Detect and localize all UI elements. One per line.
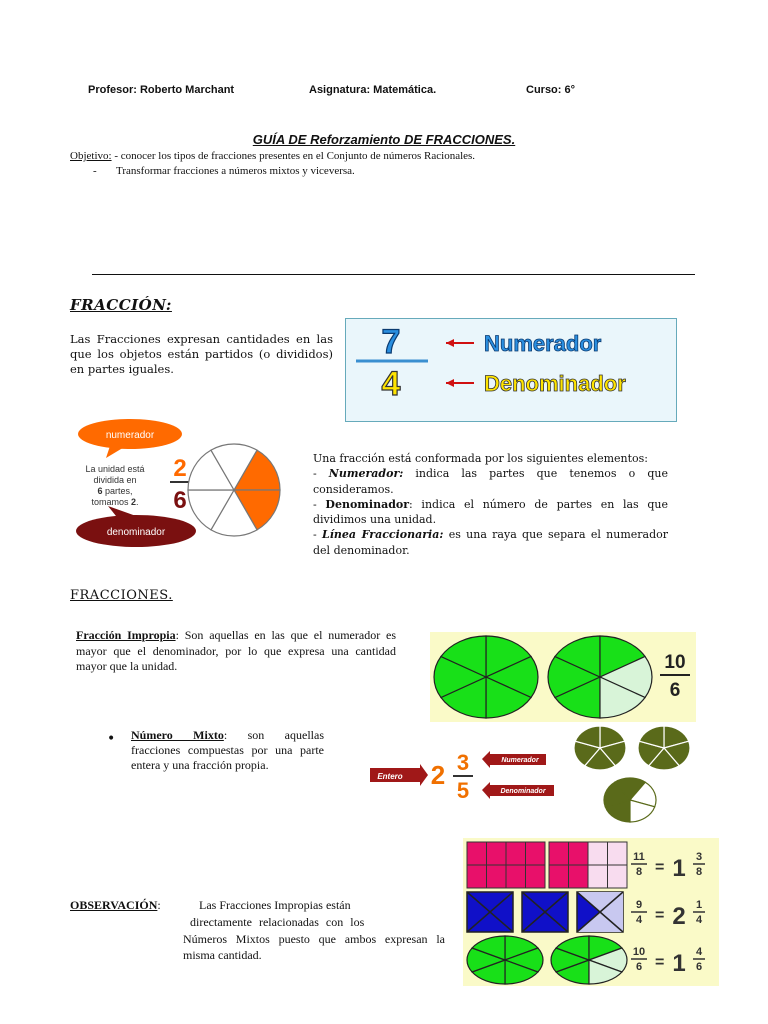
obs-r1-whole: 1 (672, 855, 686, 882)
subject-label: Asignatura: Matemática. (309, 84, 437, 96)
observacion-text1: Las Fracciones Impropias están (199, 898, 351, 912)
obs-r2-num: 9 (635, 899, 643, 911)
diagram-denominator-label: Denominador (484, 371, 626, 396)
impropia-den: 6 (669, 680, 681, 701)
impropia-pie-partial (548, 636, 652, 718)
obs-r3-den: 6 (635, 961, 643, 973)
obs-r2-eq: = (655, 907, 665, 924)
impropia-pie-full (434, 636, 538, 718)
obs-r3-fden: 6 (695, 961, 703, 973)
mixto-label: Número Mixto (131, 728, 224, 742)
teacher-label: Profesor: Roberto Marchant (88, 84, 235, 96)
obs-r3-num: 10 (632, 946, 646, 958)
fraction-parts-diagram (345, 318, 677, 422)
fraction-parts-graphic (346, 319, 676, 421)
impropia-def: Fracción Impropia: Son aquellas en las que el numerador es mayor que el denominador, por lo que expresa una cantidad mayor que la unidad. (76, 628, 396, 673)
diagram-numerator: 7 (381, 323, 401, 361)
pie-2-of-6 (188, 444, 280, 536)
diagram-denominator: 4 (381, 365, 401, 403)
element-denominador: - Denominador: indica el número de partes en las que dividimos una unidad. (313, 497, 669, 527)
obs-r3-fnum: 4 (695, 946, 703, 958)
impropia-label: Fracción Impropia (76, 628, 176, 642)
observacion-figure (463, 838, 719, 986)
bubble-numerador: numerador (105, 430, 155, 441)
obs-r2-den: 4 (635, 914, 643, 926)
objective-line (70, 150, 475, 162)
explain-line3: 6 partes, (97, 486, 133, 496)
pie-num: 2 (173, 455, 187, 482)
obs-r2-whole: 2 (672, 903, 686, 930)
elements-list (313, 451, 668, 558)
obs-r2-fnum: 1 (695, 899, 703, 911)
mixto-graphic (368, 720, 698, 830)
obs-pie-full (467, 936, 543, 984)
observacion-heading: OBSERVACIÓN: (70, 898, 161, 912)
mixto-pie-2 (638, 726, 690, 770)
observacion-text3: Números Mixtos puesto que ambos expresan la misma cantidad. (183, 932, 445, 962)
objective-text: - conocer los tipos de fracciones presentes en el Conjunto de números Racionales. (111, 150, 476, 162)
obs-r1-den: 8 (635, 866, 643, 878)
obs-r1-fden: 8 (695, 866, 703, 878)
section-heading-fraccion: FRACCIÓN: (70, 296, 172, 314)
element-linea: - Línea Fraccionaria: es una raya que separa el numerador del denominador. (313, 528, 669, 557)
arrow-numerador: Numerador (501, 757, 539, 764)
mixto-den: 5 (456, 778, 470, 803)
divider (92, 274, 695, 275)
mixto-figure (368, 720, 698, 830)
impropia-num: 10 (664, 652, 686, 673)
obs-r2-fden: 4 (695, 914, 703, 926)
mixto-num: 3 (456, 750, 470, 775)
obs-r1-num: 11 (633, 851, 645, 863)
obs-r1-fnum: 3 (695, 851, 703, 863)
element-numerador: - Numerador: indica las partes que tenemos o que consideramos. (313, 467, 668, 496)
mixto-bullet: • (107, 731, 116, 747)
objective-bullet: - (93, 165, 97, 177)
obs-pie-partial (551, 936, 627, 984)
pie-illustration (70, 418, 310, 552)
page-title: GUÍA DE Reforzamiento DE FRACCIONES. (252, 132, 516, 147)
impropia-figure (430, 632, 696, 722)
obs-row-eighths (467, 842, 627, 888)
obs-r3-whole: 1 (672, 950, 686, 977)
objective-line2: Transformar fracciones a números mixtos y viceversa. (116, 165, 355, 177)
elements-intro: Una fracción está conformada por los siguientes elementos: (313, 452, 649, 465)
obs-r3-eq: = (655, 954, 665, 971)
section-heading-fracciones: FRACCIONES. (70, 588, 173, 603)
mixto-whole: 2 (430, 760, 446, 790)
objective-label: Objetivo: (70, 150, 112, 162)
diagram-numerator-label: Numerador (484, 331, 602, 356)
mixto-pie-3 (604, 778, 656, 822)
course-label: Curso: 6° (526, 84, 576, 96)
mixto-pie-1 (574, 726, 626, 770)
arrow-denominador: Denominador (500, 788, 546, 795)
impropia-graphic (430, 632, 696, 722)
explain-line4: tomamos 2. (91, 497, 139, 507)
pie-graphic (70, 418, 310, 552)
obs-row-sixths (467, 936, 627, 984)
explain-line2: dividida en (93, 475, 137, 485)
bubble-denominador: denominador (106, 527, 166, 538)
observacion-text2: directamente relacionadas con los (190, 915, 365, 929)
obs-row-quarters (467, 892, 623, 932)
explain-line1: La unidad está (85, 464, 145, 474)
pie-den: 6 (173, 487, 187, 514)
obs-r1-eq: = (655, 859, 665, 876)
mixto-def: Número Mixto: son aquellas fracciones compuestas por una parte entera y una fracción propia. (131, 728, 324, 772)
fraccion-intro: Las Fracciones expresan cantidades en las que los objetos están partidos (o divididos) en partes iguales. (70, 332, 333, 376)
observacion-graphic (463, 838, 719, 986)
observacion-label: OBSERVACIÓN (70, 898, 158, 912)
arrow-entero: Entero (377, 772, 403, 781)
